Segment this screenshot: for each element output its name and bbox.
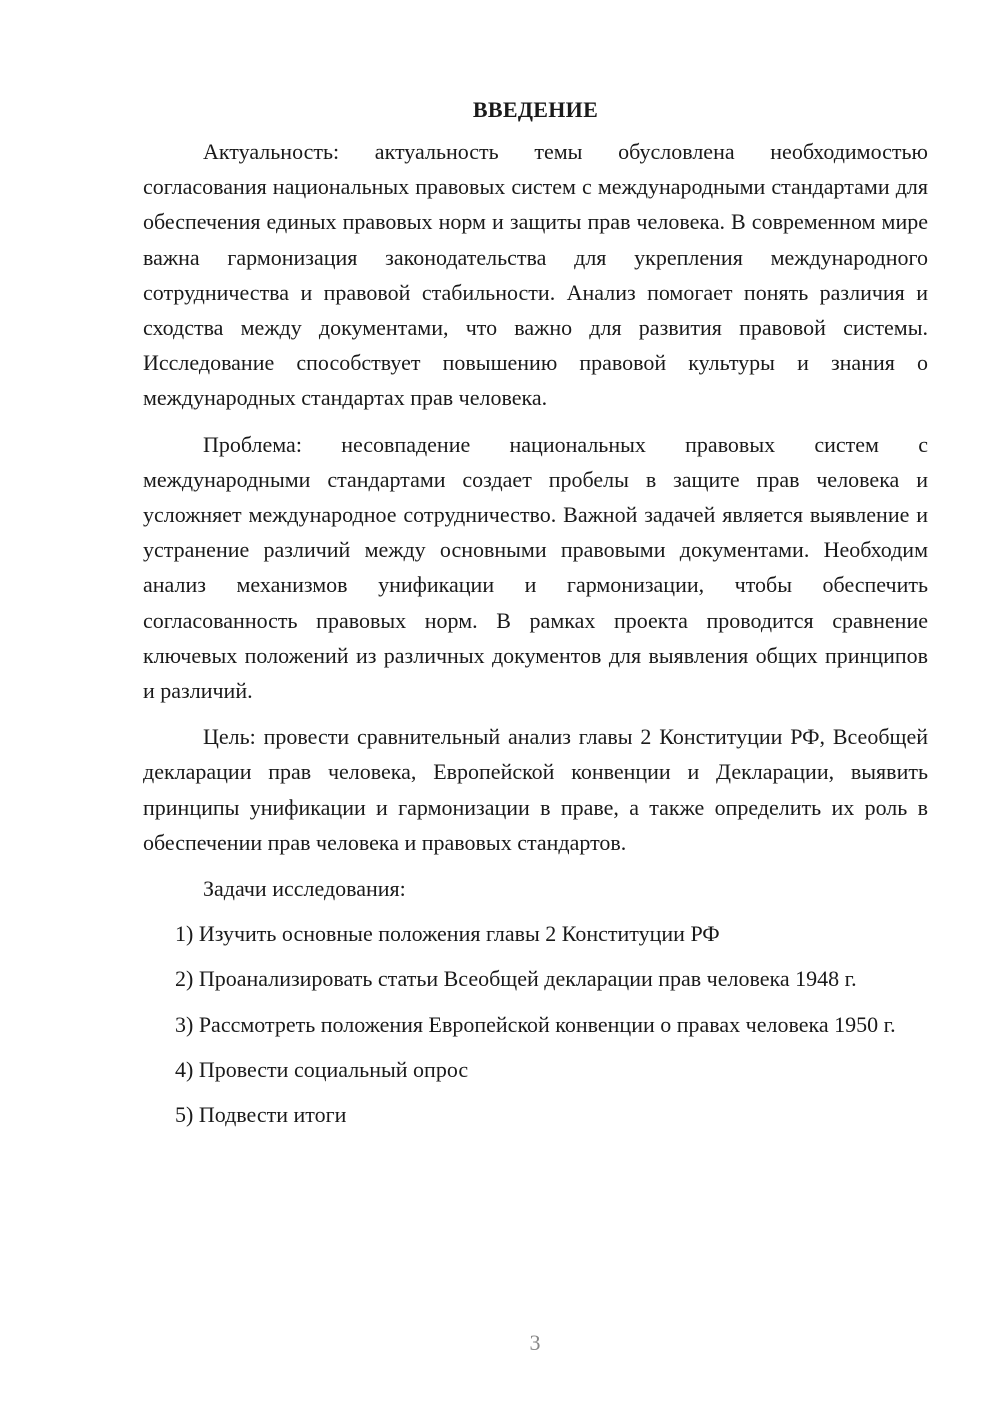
paragraph-relevance: Актуальность: актуальность темы обусловлена необходимостью согласования национальных правовых систем с международными стандартами для обеспечения единых правовых норм и защиты прав человека. В современном мире важна гармонизация законодательства для укрепления международного сотрудничества и правовой стабильности. Анализ помогает понять различия и сходства между документами, что важно для развития правовой системы. Исследование способствует повышению правовой культуры и знания о международных стандартах прав человека. — [143, 139, 928, 411]
paragraph-problem: Проблема: несовпадение национальных правовых систем с международными стандартами создает пробелы в защите прав человека и усложняет международное сотрудничество. Важной задачей является выявление и устранение различий между основными правовыми документами. Необходим анализ механизмов унификации и гармонизации, чтобы обеспечить согласованность правовых норм. В рамках проекта проводится сравнение ключевых положений из различных документов для выявления общих принципов и различий. — [143, 431, 928, 704]
list-item: 3) Рассмотреть положения Европейской конвенции о правах человека 1950 г. — [175, 1011, 896, 1037]
list-item: 5) Подвести итоги — [175, 1102, 347, 1128]
section-title: ВВЕДЕНИЕ — [472, 97, 599, 122]
page-number: 3 — [529, 1330, 541, 1355]
list-item: 1) Изучить основные положения главы 2 Конституции РФ — [175, 921, 720, 947]
tasks-heading: Задачи исследования: — [203, 876, 406, 902]
tasks-list — [143, 916, 928, 1132]
document-page — [143, 92, 928, 1142]
list-item: 2) Проанализировать статьи Всеобщей декларации прав человека 1948 г. — [175, 966, 857, 992]
list-item: 4) Провести социальный опрос — [175, 1056, 469, 1082]
paragraph-goal: Цель: провести сравнительный анализ главы 2 Конституции РФ, Всеобщей декларации прав человека, Европейской конвенции и Декларации, выявить принципы унификации и гармонизации в праве, а также определить их роль в обеспечении прав человека и правовых стандартов. — [143, 724, 928, 855]
